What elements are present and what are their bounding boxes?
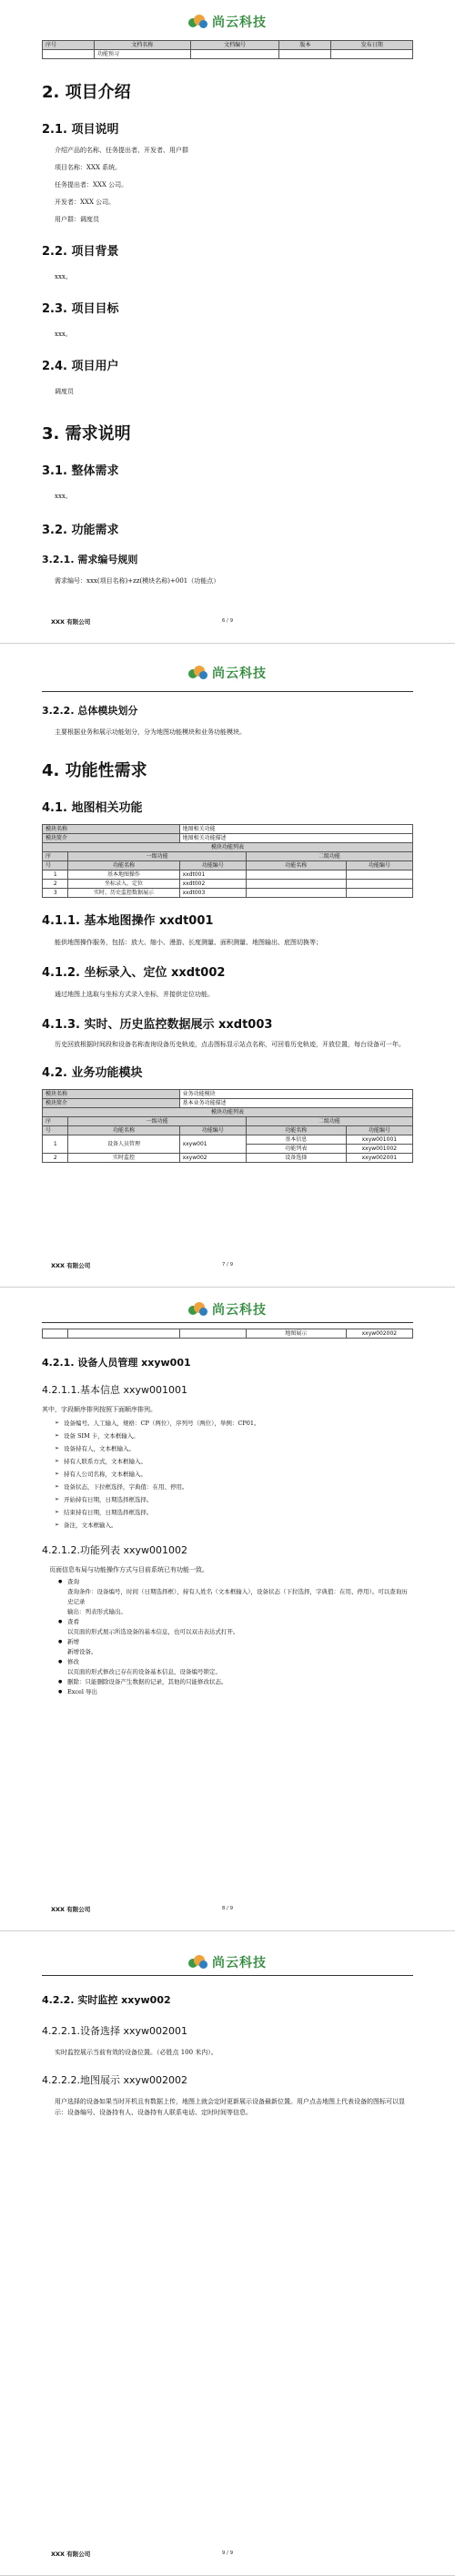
table-value: 地图相关功能描述 <box>179 834 412 843</box>
paragraph: 页面信息布局与功能操作方式与目前系统已有功能一致。 <box>49 1566 208 1573</box>
table-cell <box>346 889 412 898</box>
paragraph: 能供地图操作服务，包括：放大、缩小、漫游、长度测量、面积测量、地图输出、底图切换等； <box>55 939 322 946</box>
header-rule <box>42 1975 413 1976</box>
paragraph: 任务提出者：XXX 公司。 <box>55 181 128 188</box>
document-page-8 <box>0 1288 455 1931</box>
table-cell: xxyw002001 <box>346 1154 412 1163</box>
table-cell: 设备人员管理 <box>68 1135 179 1154</box>
table-header: 功能名称 <box>68 1126 179 1135</box>
logo-text: 尚云科技 <box>212 1956 267 1970</box>
table-label: 模块简介 <box>43 1099 180 1108</box>
paragraph: 需求编号：xxx(项目名称)+zz(模块名称)+001（功能点） <box>55 577 220 585</box>
table-header: 号 <box>43 861 68 871</box>
table-cell <box>246 889 346 898</box>
table-row <box>43 1154 413 1163</box>
heading-4-1-3: 4.1.3. 实时、历史监控数据展示 xxdt003 <box>42 1018 273 1032</box>
revision-cell <box>331 50 413 59</box>
logo-icon <box>188 1955 208 1970</box>
page-number: 8 / 9 <box>221 1906 234 1911</box>
page-header <box>42 644 413 689</box>
list-item: ➢ 持有人联系方式，文本框输入。 <box>55 1455 413 1468</box>
paragraph: 历史回放根据时间段和设备名称查询设备历史轨迹，点击图标显示站点名称，可回看历史轨迹，开放位置，每台设备可一年。 <box>55 1041 405 1048</box>
heading-4-2: 4.2. 业务功能模块 <box>42 1066 143 1080</box>
table-header: 功能名称 <box>246 1126 346 1135</box>
heading-sec3: 3. 需求说明 <box>42 424 131 443</box>
table-value: 基本业务功能描述 <box>179 1099 412 1108</box>
paragraph: 用户群：调度员 <box>55 216 99 223</box>
list-item: ➢ 持有人公司名称，文本框输入。 <box>55 1468 413 1481</box>
table-header: 序 <box>43 852 68 861</box>
paragraph: 实时监控展示当前有效的设备位置。（必胜点 100 米内）。 <box>55 2049 217 2056</box>
table-row <box>43 1329 413 1339</box>
heading-sec4: 4. 功能性需求 <box>42 761 147 780</box>
page-number: 7 / 9 <box>221 1262 234 1268</box>
paragraph: 通过地图上选取与坐标方式录入坐标，并接供定位功能。 <box>55 991 214 998</box>
paragraph: 用户选择的设备如果当时开机且有数据上传，地图上就会定时更新展示设备最新位置。用户点击地图上代表设备的图标可以显示：设备编号、设备持有人、设备持有人联系电话、定时时间等信息。 <box>55 2098 405 2116</box>
footer-company: XXX 有限公司 <box>51 1262 91 1269</box>
table-cell: 功能列表 <box>246 1145 346 1154</box>
table-cell: 1 <box>43 1135 68 1154</box>
revision-header: 文档编号 <box>190 41 279 50</box>
table-cell: 基本信息 <box>246 1135 346 1145</box>
table-header: 功能名称 <box>68 861 179 871</box>
page-footer <box>51 2550 404 2561</box>
list-item: ● 修改 <box>58 1657 413 1667</box>
paragraph: 查询条件：设备编号，时间（日期选择框），持有人姓名（文本框输入），设备状态（下拉选择，字典值：在用、停用）。可以查询历史记录 输出：列表形式输出。 <box>67 1588 408 1615</box>
table-cell: 1 <box>43 871 68 880</box>
table-cell: xxdt002 <box>179 880 246 889</box>
table-header: 功能名称 <box>246 861 346 871</box>
heading-4-2-2: 4.2.2. 实时监控 xxyw002 <box>42 1994 171 2006</box>
page-number: 6 / 9 <box>221 618 234 624</box>
table-cell: 地图展示 <box>246 1329 346 1339</box>
heading-4-2-2-1: 4.2.2.1.设备选择 xxyw002001 <box>42 2025 187 2037</box>
document-page-9 <box>0 1931 455 2576</box>
page-header <box>42 1931 413 1973</box>
list-item: ➢ 设备持有人，文本框输入。 <box>55 1442 413 1455</box>
operation-list <box>42 1677 413 1697</box>
business-table-continued <box>42 1329 413 1339</box>
list-item: ➢ 设备 SIM 卡，文本框输入。 <box>55 1430 413 1442</box>
paragraph: 以页面的形式修改已存在的设备基本信息，设备编号锁定。 <box>67 1668 221 1675</box>
map-module-table <box>42 824 413 898</box>
table-row <box>43 889 413 898</box>
list-item: ➢ 开始持有日期，日期选择框选择。 <box>55 1493 413 1506</box>
logo-icon <box>188 666 208 680</box>
list-item: ● 查看 <box>58 1617 413 1627</box>
list-item: ● 查询 <box>58 1577 413 1587</box>
table-cell <box>43 1329 68 1339</box>
table-cell <box>179 1329 246 1339</box>
table-cell <box>246 871 346 880</box>
table-header: 功能编号 <box>179 861 246 871</box>
table-cell: 坐标录入、定位 <box>68 880 179 889</box>
table-value: 地图相关功能 <box>179 825 412 834</box>
operation-list <box>42 1577 413 1587</box>
table-cell: xxyw002002 <box>346 1329 412 1339</box>
paragraph: 调度员 <box>55 388 74 395</box>
heading-4-2-1-1: 4.2.1.1.基本信息 xxyw001001 <box>42 1384 187 1396</box>
paragraph: 其中，字段顺序排列按照下面顺序排列。 <box>42 1406 157 1413</box>
heading-2-2: 2.2. 项目背景 <box>42 245 119 259</box>
paragraph: 新增设备。 <box>67 1648 97 1655</box>
heading-4-2-1: 4.2.1. 设备人员管理 xxyw001 <box>42 1357 191 1369</box>
list-item: ➢ 设备编号。人工输入，规格：CP（两位），序列号（两位），举例：CP01。 <box>55 1417 413 1430</box>
revision-header: 序号 <box>43 41 95 50</box>
heading-3-1: 3.1. 整体需求 <box>42 464 119 478</box>
table-label: 模块功能列表 <box>43 843 413 852</box>
table-cell: xxdt003 <box>179 889 246 898</box>
logo-icon <box>188 15 208 29</box>
page-footer <box>51 617 404 628</box>
table-header: 功能编号 <box>346 1126 412 1135</box>
table-cell: 2 <box>43 880 68 889</box>
table-label: 模块名称 <box>43 825 180 834</box>
revision-header: 文档名称 <box>94 41 190 50</box>
footer-company: XXX 有限公司 <box>51 1906 91 1913</box>
heading-2-3: 2.3. 项目目标 <box>42 302 119 316</box>
operation-list <box>42 1657 413 1667</box>
revision-cell <box>190 50 279 59</box>
table-row <box>43 880 413 889</box>
table-header: 二级功能 <box>246 1117 412 1126</box>
revision-header: 发布日期 <box>331 41 413 50</box>
table-cell: xxdt001 <box>179 871 246 880</box>
table-label: 模块名称 <box>43 1090 180 1099</box>
table-cell: 2 <box>43 1154 68 1163</box>
paragraph: xxx。 <box>55 331 72 338</box>
table-row <box>43 1135 413 1145</box>
table-cell <box>246 880 346 889</box>
paragraph: xxx。 <box>55 493 72 500</box>
page-footer <box>51 1261 404 1272</box>
revision-cell <box>43 50 95 59</box>
revision-cell: 功能预习 <box>94 50 190 59</box>
table-cell: xxyw001 <box>179 1135 246 1154</box>
paragraph: 项目名称：XXX 系统。 <box>55 164 122 171</box>
paragraph: 以页面的形式展示所选设备的基本信息，也可以双击表达式打开。 <box>67 1628 239 1635</box>
footer-company: XXX 有限公司 <box>51 618 91 626</box>
table-cell: 实时监控 <box>68 1154 179 1163</box>
company-logo <box>188 1300 267 1319</box>
table-cell <box>68 1329 179 1339</box>
company-logo <box>188 13 267 31</box>
heading-3-2-1: 3.2.1. 需求编号规则 <box>42 554 138 565</box>
logo-text: 尚云科技 <box>212 1303 267 1318</box>
list-item: ● 新增 <box>58 1637 413 1647</box>
table-cell: xxyw002 <box>179 1154 246 1163</box>
operation-list <box>42 1617 413 1627</box>
heading-4-1-1: 4.1.1. 基本地图操作 xxdt001 <box>42 914 214 928</box>
operation-list <box>42 1637 413 1647</box>
heading-3-2-2: 3.2.2. 总体模块划分 <box>42 705 138 717</box>
table-cell <box>346 871 412 880</box>
paragraph: 介绍产品的名称、任务提出者、开发者、用户群 <box>55 147 188 154</box>
heading-4-1-2: 4.1.2. 坐标录入、定位 xxdt002 <box>42 966 226 980</box>
document-page-6 <box>0 0 455 644</box>
revision-cell <box>279 50 331 59</box>
heading-2-1: 2.1. 项目说明 <box>42 123 119 137</box>
table-header: 二级功能 <box>246 852 412 861</box>
table-header: 功能编号 <box>179 1126 246 1135</box>
logo-icon <box>188 1302 208 1317</box>
table-header: 一级功能 <box>68 852 246 861</box>
table-cell: 3 <box>43 889 68 898</box>
heading-4-2-2-2: 4.2.2.2.地图展示 xxyw002002 <box>42 2074 187 2086</box>
table-value: 业务功能模块 <box>179 1090 412 1099</box>
heading-4-1: 4.1. 地图相关功能 <box>42 801 143 815</box>
list-item: ● Excel 导出 <box>58 1687 413 1697</box>
company-logo <box>188 1953 267 1971</box>
logo-text: 尚云科技 <box>212 667 267 681</box>
list-item: ➢ 设备状态，下拉框选择，字典值：在用、停用。 <box>55 1481 413 1493</box>
heading-3-2: 3.2. 功能需求 <box>42 524 119 537</box>
page-header <box>42 0 413 36</box>
table-label: 模块功能列表 <box>43 1108 413 1117</box>
table-header: 功能编号 <box>346 861 412 871</box>
footer-company: XXX 有限公司 <box>51 2551 91 2558</box>
heading-sec2: 2. 项目介绍 <box>42 83 131 102</box>
table-header: 序 <box>43 1117 68 1126</box>
header-rule <box>42 691 413 692</box>
page-header <box>42 1288 413 1320</box>
business-module-table <box>42 1089 413 1163</box>
paragraph: xxx。 <box>55 273 72 280</box>
revision-header: 版本 <box>279 41 331 50</box>
field-list <box>42 1417 413 1532</box>
list-item: ➢ 结束持有日期，日期选择框选择。 <box>55 1506 413 1519</box>
table-header: 号 <box>43 1126 68 1135</box>
table-cell: 实时、历史监控数据展示 <box>68 889 179 898</box>
paragraph: 开发者：XXX 公司。 <box>55 199 116 206</box>
table-cell: xxyw001001 <box>346 1135 412 1145</box>
page-number: 9 / 9 <box>221 2551 234 2556</box>
table-cell: 基本地图操作 <box>68 871 179 880</box>
page-footer <box>51 1905 404 1916</box>
table-cell <box>346 880 412 889</box>
table-cell: xxyw001002 <box>346 1145 412 1154</box>
heading-4-2-1-2: 4.2.1.2.功能列表 xxyw001002 <box>42 1544 187 1556</box>
logo-text: 尚云科技 <box>212 15 267 30</box>
list-item: ● 删除：只能删除设备产生数据的记录，其他的只能修改状态。 <box>58 1677 413 1687</box>
table-cell: 设备选择 <box>246 1154 346 1163</box>
heading-2-4: 2.4. 项目用户 <box>42 360 119 373</box>
company-logo <box>188 664 267 682</box>
revision-table <box>42 40 413 59</box>
document-page-7 <box>0 644 455 1288</box>
table-row <box>43 871 413 880</box>
paragraph: 主要根据业务和展示功能划分，分为地图功能模块和业务功能模块。 <box>55 728 246 736</box>
table-header: 一级功能 <box>68 1117 246 1126</box>
list-item: ➢ 备注，文本框输入。 <box>55 1519 413 1532</box>
header-rule <box>42 1322 413 1323</box>
table-label: 模块简介 <box>43 834 180 843</box>
